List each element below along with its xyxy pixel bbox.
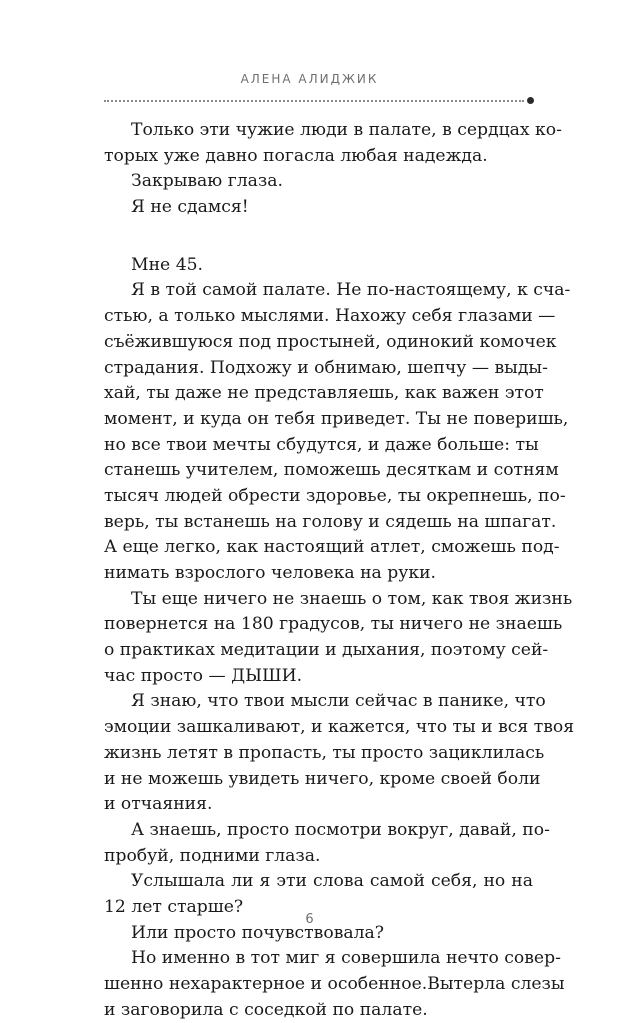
text-line: но все твои мечты сбудутся, и даже больше: ты — [104, 434, 539, 455]
text-line: пробуй, подними глаза. — [104, 845, 321, 866]
text-line: Услышала ли я эти слова самой себя, но на — [131, 871, 533, 892]
text-line: А знаешь, просто посмотри вокруг, давай, по- — [131, 819, 550, 840]
text-line: жизнь летят в пропасть, ты просто зациклилась — [104, 742, 545, 763]
page-number: 6 — [305, 912, 314, 927]
body-text — [104, 118, 575, 1023]
text-line: стью, а только мыслями. Нахожу себя глазами — — [104, 306, 556, 327]
text-line: Я знаю, что твои мысли сейчас в панике, что — [131, 691, 546, 712]
text-line: тысяч людей обрести здоровье, ты окрепнешь, по- — [104, 485, 566, 506]
text-line: Мне 45. — [131, 254, 204, 275]
text-line: о практиках медитации и дыхания, поэтому сей- — [104, 640, 549, 661]
paragraph-gap — [104, 221, 533, 253]
text-line: шенно нехарактерное и особенное.Вытерла слезы — [104, 974, 565, 994]
text-line: Только эти чужие люди в палате, в сердцах ко- — [131, 120, 562, 140]
text-line: час просто — ДЫШИ. — [104, 665, 303, 686]
text-line: торых уже давно погасла любая надежда. — [104, 145, 488, 166]
text-line: А еще легко, как настоящий атлет, сможешь под- — [104, 537, 560, 558]
text-line: и не можешь увидеть ничего, кроме своей боли — [104, 768, 541, 789]
text-line: Но именно в тот миг я совершила нечто совер- — [131, 948, 561, 969]
text-line: 12 лет старше? — [104, 896, 244, 917]
text-line: хай, ты даже не представляешь, как важен этот — [104, 383, 544, 404]
text-line: Или просто почувствовала? — [131, 922, 384, 943]
text-line: повернется на 180 градусов, ты ничего не знаешь — [104, 614, 563, 635]
text-line: нимать взрослого человека на руки. — [104, 563, 437, 583]
text-line: съёжившуюся под простыней, одинокий комочек — [104, 331, 557, 352]
text-line: верь, ты встанешь на голову и сядешь на шпагат. — [104, 511, 557, 532]
text-line: момент, и куда он тебя приведет. Ты не поверишь, — [104, 408, 569, 429]
header-dotted-rule — [104, 100, 524, 102]
text-line: станешь учителем, поможешь десяткам и сотням — [104, 460, 559, 481]
text-line: и заговорила с соседкой по палате. — [104, 999, 428, 1020]
text-line: страдания. Подхожу и обнимаю, шепчу — выды- — [104, 357, 548, 378]
text-line: Закрываю глаза. — [131, 171, 283, 192]
text-line: эмоции зашкаливают, и кажется, что ты и вся твоя — [104, 717, 575, 738]
header-bullet-dot — [527, 97, 534, 104]
text-line: и отчаяния. — [104, 794, 213, 815]
text-line: Я не сдамся! — [131, 197, 249, 218]
running-head: АЛЕНА АЛИДЖИК — [240, 72, 379, 86]
text-line: Я в той самой палате. Не по-настоящему, к сча- — [131, 280, 571, 301]
text-line: Ты еще ничего не знаешь о том, как твоя жизнь — [131, 588, 573, 609]
